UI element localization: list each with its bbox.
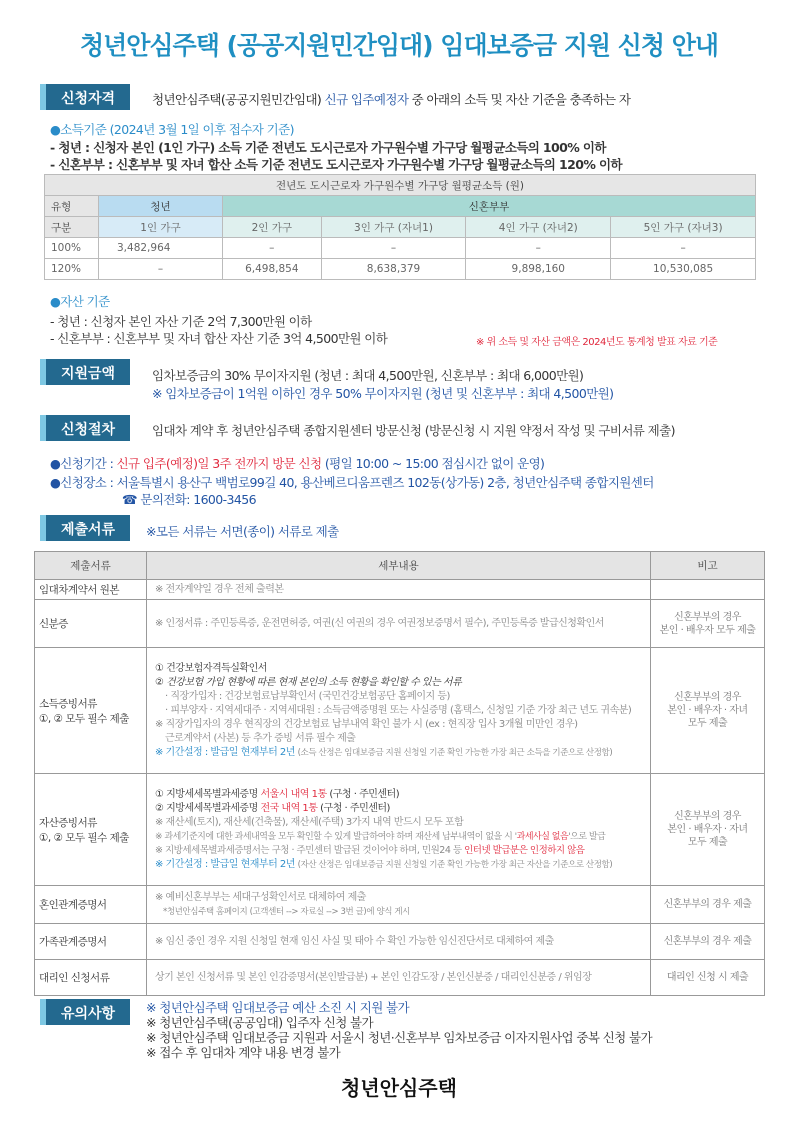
table-cell: –: [466, 238, 611, 259]
inquiry-phone: ☎ 문의전화: 1600-3456: [122, 492, 256, 507]
table-row: [45, 238, 756, 259]
table-cell: 3,482,964: [99, 238, 223, 259]
doc-family-detail: ※ 임신 중인 경우 지원 신청일 현재 임신 사실 및 태아 수 확인 가능한 임신진단서로 대체하여 제출: [147, 924, 651, 960]
col-header: 5인 가구 (자녀3): [611, 217, 756, 238]
table-row: [35, 580, 765, 600]
period-deadline: 신규 입주(예정)일 3주 전까지 방문 신청: [116, 456, 322, 471]
doc-lease: 임대차계약서 원본: [35, 580, 147, 600]
documents-table: [34, 551, 765, 996]
note-item: ※ 접수 후 임대차 계약 내용 변경 불가: [146, 1045, 341, 1060]
detail-line: ※ 재산세(토지), 재산세(건축물), 재산세(주택) 3가지 내역 반드시 모두 포함: [155, 816, 464, 828]
detail-text: ② 지방세세목별과세증명: [155, 802, 258, 814]
asset-note: ※ 위 소득 및 자산 금액은 2024년도 통계청 발표 자료 기준: [476, 337, 718, 348]
detail-line: ② 건강보험 가입 현황에 따른 현재 본인의 소득 현황을 확인할 수 있는 서류: [155, 676, 462, 688]
remark-line: 신혼부부의 경우: [674, 611, 741, 623]
note-item: ※ 청년안심주택(공공임대) 입주자 신청 불가: [146, 1015, 373, 1030]
table-cell: –: [99, 259, 223, 280]
detail-line: ※ 예비신혼부부는 세대구성확인서로 대체하여 제출: [155, 891, 366, 903]
doc-family-remark: 신혼부부의 경우 제출: [651, 924, 765, 960]
table-row: [35, 960, 765, 996]
income-youth: - 청년 : 신청자 본인 (1인 가구) 소득 기준 전년도 도시근로자 가구원수별 가구당 월평균소득의 100% 이하: [50, 140, 606, 155]
income-heading: ●소득기준 (2024년 3월 1일 이후 접수자 기준): [50, 122, 294, 137]
table-row: [35, 600, 765, 648]
table-row: [35, 886, 765, 924]
detail-text: ① 지방세세목별과세증명: [155, 788, 258, 800]
detail-line: ※ 직장가입자의 경우 현직장의 건강보험료 납부내역 확인 불가 시 (ex : 현직장 입사 3개월 미만인 경우): [155, 718, 578, 730]
doc-marriage-detail: [147, 886, 651, 924]
procedure-line: 임대차 계약 후 청년안심주택 종합지원센터 방문신청 (방문신청 시 지원 약정서 작성 및 구비서류 제출): [152, 423, 675, 438]
detail-text: '으로 발급: [568, 831, 606, 842]
doc-id-remark: [651, 600, 765, 648]
section-tag-support: 지원금액: [40, 359, 130, 385]
detail-line: [155, 788, 642, 802]
eligibility-intro-a: 청년안심주택(공공지원민간임대): [152, 92, 322, 107]
newlywed-header: 신혼부부: [223, 196, 756, 217]
doc-asset-name: 자산증빙서류: [39, 816, 97, 829]
detail-line: *청년안심주택 홈페이지 (고객센터 --> 자료실 --> 3번 글)에 양식 게시: [163, 906, 410, 917]
brand-logo: 청년안심주택: [341, 1076, 457, 1100]
support-line1: 임차보증금의 30% 무이자지원 (청년 : 최대 4,500만원, 신혼부부 : 최대 6,000만원): [152, 368, 584, 383]
doc-income-required: ①, ② 모두 필수 제출: [39, 712, 129, 725]
period-setting: ※ 기간설정 : 발급일 현재부터 2년: [155, 746, 295, 758]
asset-heading: ●자산 기준: [50, 294, 110, 309]
remark-line: 본인 · 배우자 · 자녀: [667, 705, 748, 716]
detail-line: · 피부양자 · 지역세대주 · 지역세대원 : 소득금액증명원 또는 사실증명 (홈택스, 신청일 기준 가장 최근 년도 귀속분): [165, 704, 632, 716]
doc-id: 신분증: [35, 600, 147, 648]
detail-line: · 직장가입자 : 건강보험료납부확인서 (국민건강보험공단 홈페이지 등): [165, 690, 450, 702]
detail-line: [155, 844, 642, 858]
row-label: 120%: [45, 259, 99, 280]
division-label: 구분: [45, 217, 99, 238]
doc-asset: [35, 774, 147, 886]
table-row: [45, 259, 756, 280]
type-label: 유형: [45, 196, 99, 217]
col-header: 3인 가구 (자녀1): [321, 217, 466, 238]
page-title: 청년안심주택 (공공지원민간임대) 임대보증금 지원 신청 안내: [79, 31, 719, 60]
table-cell: 8,638,379: [321, 259, 466, 280]
period-hours: (평일 10:00 ~ 15:00 점심시간 없이 운영): [321, 456, 545, 471]
doc-lease-remark: [651, 580, 765, 600]
income-table-caption: 전년도 도시근로자 가구원수별 가구당 월평균소득 (원): [45, 175, 756, 196]
doc-income: [35, 648, 147, 774]
asset-youth: - 청년 : 신청자 본인 자산 기준 2억 7,300만원 이하: [50, 314, 312, 329]
table-cell: 6,498,854: [223, 259, 322, 280]
detail-line: [155, 802, 642, 816]
detail-line: [155, 746, 642, 760]
detail-text: (구청 · 주민센터): [320, 802, 390, 814]
application-period: [50, 454, 544, 472]
col-header: 2인 가구: [223, 217, 322, 238]
detail-highlight: 인터넷 발급분은 인정하지 않음: [464, 844, 585, 856]
doc-id-detail: ※ 인정서류 : 주민등록증, 운전면허증, 여권(신 여권의 경우 여권정보증명서 필수), 주민등록증 발급신청확인서: [147, 600, 651, 648]
note-item: ※ 청년안심주택 임대보증금 예산 소진 시 지원 불가: [146, 1000, 409, 1015]
income-table: [44, 174, 756, 280]
eligibility-intro: [152, 90, 630, 108]
remark-line: 본인 · 배우자 · 자녀: [667, 824, 748, 835]
doc-asset-detail: [147, 774, 651, 886]
table-cell: –: [611, 238, 756, 259]
section-tag-notes: 유의사항: [40, 999, 130, 1025]
remark-line: 신혼부부의 경우: [674, 811, 741, 822]
period-note: (소득 산정은 임대보증금 지원 신청일 기준 확인 가능한 가장 최근 소득을 기준으로 산정함): [297, 747, 613, 758]
period-setting: ※ 기간설정 : 발급일 현재부터 2년: [155, 858, 295, 870]
table-cell: 9,898,160: [466, 259, 611, 280]
eligibility-intro-c: 중 아래의 소득 및 자산 기준을 충족하는 자: [411, 92, 631, 107]
youth-header: 청년: [99, 196, 223, 217]
detail-line: [155, 830, 642, 844]
detail-highlight: 과세사실 없음: [516, 831, 569, 842]
doc-marriage-remark: 신혼부부의 경우 제출: [651, 886, 765, 924]
col-header-remark: 비고: [651, 552, 765, 580]
doc-lease-detail: ※ 전자계약일 경우 전체 출력본: [147, 580, 651, 600]
application-place: ●신청장소 : 서울특별시 용산구 백범로99길 40, 용산베르디움프렌즈 102동(상가동) 2층, 청년안심주택 종합지원센터: [50, 475, 654, 490]
table-cell: –: [321, 238, 466, 259]
table-cell: –: [223, 238, 322, 259]
remark-line: 모두 제출: [687, 837, 728, 848]
remark-line: 모두 제출: [687, 718, 728, 729]
doc-asset-required: ①, ② 모두 필수 제출: [39, 831, 129, 844]
section-tag-eligibility: 신청자격: [40, 84, 130, 110]
detail-line: ① 건강보험자격득실확인서: [155, 662, 267, 674]
table-cell: 10,530,085: [611, 259, 756, 280]
doc-proxy-detail: 상기 본인 신청서류 및 본인 인감증명서(본인발급분) + 본인 인감도장 / 본인신분증 / 대리인신분증 / 위임장: [147, 960, 651, 996]
col-header-doc: 제출서류: [35, 552, 147, 580]
row-label: 100%: [45, 238, 99, 259]
doc-family: 가족관계증명서: [35, 924, 147, 960]
table-row: [35, 648, 765, 774]
note-item: ※ 청년안심주택 임대보증금 지원과 서울시 청년·신혼부부 임차보증금 이자지원사업 중복 신청 불가: [146, 1030, 652, 1045]
doc-proxy: 대리인 신청서류: [35, 960, 147, 996]
detail-text: ※ 지방세세목별과세증명서는 구청 · 주민센터 발급된 것이어야 하며, 민원24 등: [155, 844, 465, 856]
eligibility-intro-target: 신규 입주예정자: [324, 92, 409, 107]
col-header-detail: 세부내용: [147, 552, 651, 580]
table-row: [35, 774, 765, 886]
detail-text: (구청 · 주민센터): [329, 788, 400, 800]
section-tag-documents: 제출서류: [40, 515, 130, 541]
detail-line: [155, 858, 642, 872]
period-label: ●신청기간 :: [50, 456, 117, 471]
detail-highlight: 전국 내역 1통: [260, 802, 318, 814]
detail-line: 근로계약서 (사본) 등 추가 증빙 서류 필수 제출: [165, 732, 356, 744]
documents-note: ※모든 서류는 서면(종이) 서류로 제출: [146, 524, 339, 539]
section-tag-procedure: 신청절차: [40, 415, 130, 441]
income-newlywed: - 신혼부부 : 신혼부부 및 자녀 합산 소득 기준 전년도 도시근로자 가구원수별 가구당 월평균소득의 120% 이하: [50, 157, 622, 172]
doc-marriage: 혼인관계증명서: [35, 886, 147, 924]
support-line2: ※ 임차보증금이 1억원 이하인 경우 50% 무이자지원 (청년 및 신혼부부 : 최대 4,500만원): [152, 386, 614, 401]
detail-text: ※ 과세기준지에 대한 과세내역을 모두 확인할 수 있게 발급하여야 하며 재산세 납부내역이 없을 시 ': [155, 831, 517, 842]
doc-asset-remark: [651, 774, 765, 886]
doc-income-name: 소득증빙서류: [39, 697, 97, 710]
asset-newlywed: - 신혼부부 : 신혼부부 및 자녀 합산 자산 기준 3억 4,500만원 이하: [50, 331, 388, 346]
doc-income-remark: [651, 648, 765, 774]
remark-line: 신혼부부의 경우: [674, 692, 741, 703]
doc-proxy-remark: 대리인 신청 시 제출: [651, 960, 765, 996]
col-header: 1인 가구: [99, 217, 223, 238]
table-row: [35, 924, 765, 960]
col-header: 4인 가구 (자녀2): [466, 217, 611, 238]
period-note: (자산 산정은 임대보증금 지원 신청일 기준 확인 가능한 가장 최근 자산을 기준으로 산정함): [297, 859, 613, 870]
doc-income-detail: [147, 648, 651, 774]
remark-line: 본인 · 배우자 모두 제출: [659, 624, 756, 636]
detail-highlight: 서울시 내역 1통: [260, 788, 327, 800]
